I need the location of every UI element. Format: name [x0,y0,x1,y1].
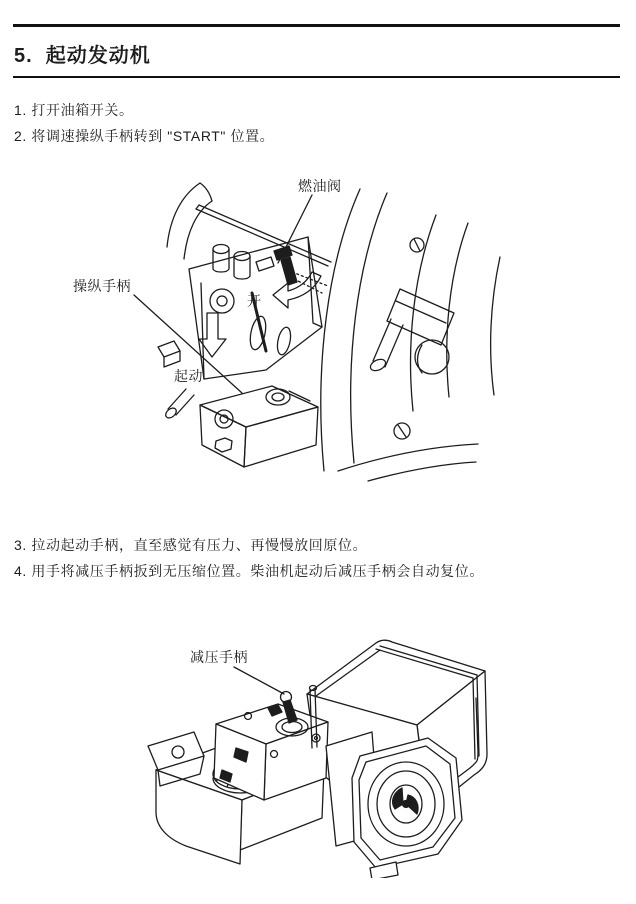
engine-control-drawing [70,165,540,495]
open-position-label: 开 [247,293,262,309]
decompression-handle-label: 减压手柄 [190,649,248,665]
engine-linework [158,183,500,481]
engine-control-figure [70,165,540,495]
start-position-label: 起动 [174,368,203,384]
fuel-valve-label: 燃油阀 [298,178,342,194]
decompression-handle-leader-line [234,667,284,694]
fuel-valve-leader-line [278,195,312,263]
control-handle-label: 操纵手柄 [73,278,131,294]
instruction-step-4: 4. 用手将减压手柄扳到无压缩位置。柴油机起动后减压手柄会自动复位。 [14,563,484,579]
engine-overview-figure [140,628,500,878]
instruction-step-3: 3. 拉动起动手柄，直至感觉有压力、再慢慢放回原位。 [14,537,368,553]
instruction-step-1: 1. 打开油箱开关。 [14,102,134,118]
top-rule [13,24,620,27]
section-title: 5. 起动发动机 [14,45,151,67]
engine-overview-linework [148,640,487,878]
instruction-step-2: 2. 将调速操纵手柄转到 "START" 位置。 [14,128,275,144]
title-underline-rule [13,76,620,78]
engine-overview-drawing [140,628,500,878]
